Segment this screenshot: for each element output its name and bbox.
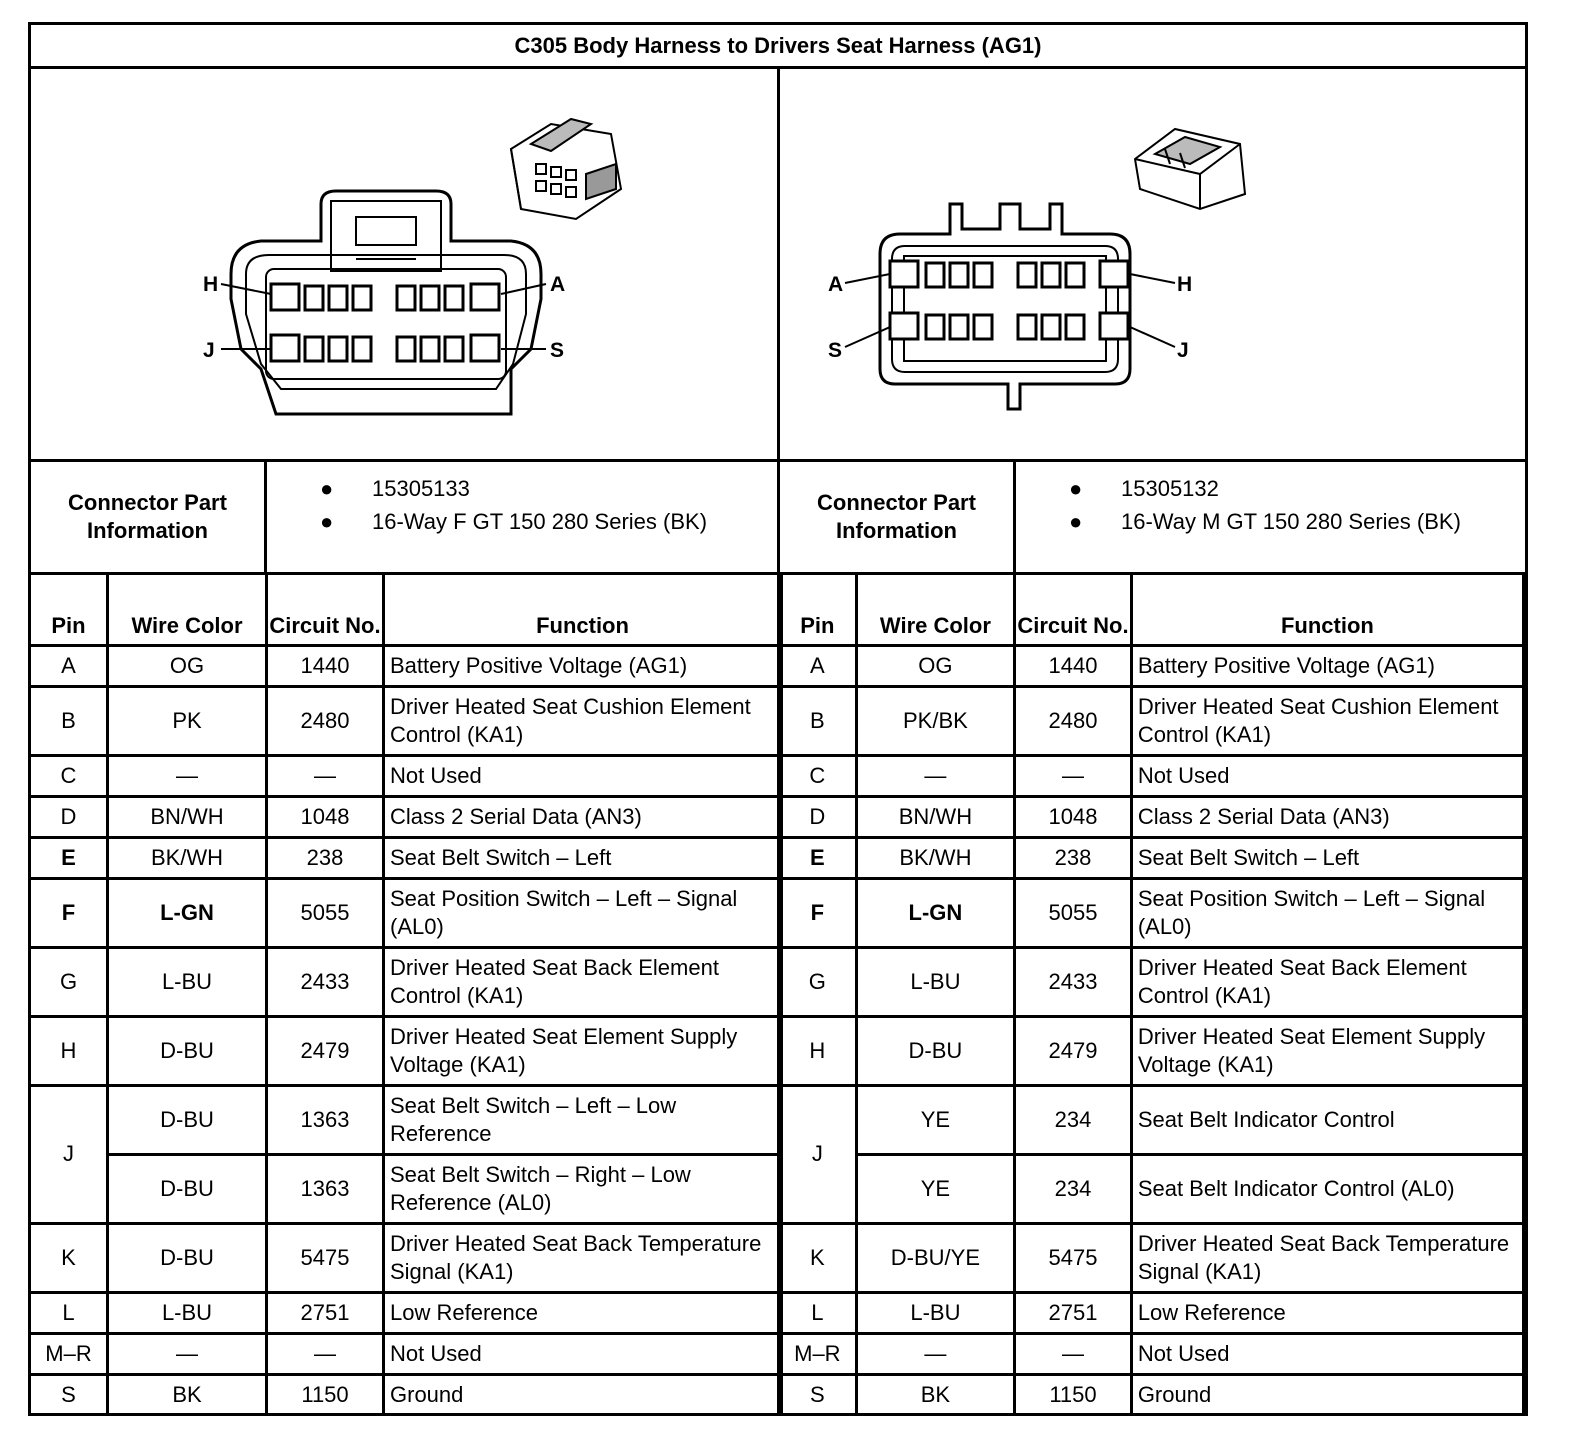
page-title: C305 Body Harness to Drivers Seat Harness (AG1)	[31, 25, 1525, 69]
circuit-cell: 1363	[267, 1154, 384, 1223]
pin-cell: E	[30, 837, 108, 878]
wire-color-cell: BK/WH	[856, 837, 1014, 878]
right-connector-info-label: Connector Part Information	[780, 462, 1016, 572]
col-header-function: Function	[1131, 575, 1523, 645]
function-cell: Seat Belt Indicator Control (AL0)	[1131, 1154, 1523, 1223]
table-row	[30, 1292, 782, 1333]
function-cell: Seat Belt Switch – Left	[384, 837, 782, 878]
function-cell: Seat Position Switch – Left – Signal (AL0)	[384, 878, 782, 947]
pin-cell: G	[30, 947, 108, 1016]
wire-color-cell: D-BU	[856, 1016, 1014, 1085]
male-pin-cavities	[890, 261, 1128, 339]
function-cell: Driver Heated Seat Back Element Control (KA1)	[384, 947, 782, 1016]
circuit-cell: 5055	[267, 878, 384, 947]
function-cell: Battery Positive Voltage (AG1)	[384, 645, 782, 686]
male-connector-drawing	[780, 69, 1528, 459]
table-row	[779, 796, 1524, 837]
male-connector-thumbnail	[1135, 129, 1245, 209]
table-row	[30, 1374, 782, 1415]
pin-cell: L	[30, 1292, 108, 1333]
wire-color-cell: OG	[856, 645, 1014, 686]
function-cell: Seat Belt Switch – Left	[1131, 837, 1523, 878]
function-cell: Ground	[384, 1374, 782, 1415]
wire-color-cell: D-BU	[108, 1085, 267, 1154]
circuit-cell: 1150	[1015, 1374, 1132, 1415]
table-row	[30, 947, 782, 1016]
wire-color-cell: D-BU	[108, 1016, 267, 1085]
circuit-cell: 5055	[1015, 878, 1132, 947]
wire-color-cell: —	[108, 755, 267, 796]
pin-cell: H	[30, 1016, 108, 1085]
table-row	[30, 1016, 782, 1085]
wire-color-cell: D-BU	[108, 1223, 267, 1292]
pin-cell: A	[779, 645, 857, 686]
function-cell: Seat Belt Switch – Right – Low Reference (AL0)	[384, 1154, 782, 1223]
function-cell: Class 2 Serial Data (AN3)	[1131, 796, 1523, 837]
circuit-cell: 234	[1015, 1154, 1132, 1223]
bullet-icon: ●	[1069, 509, 1083, 534]
circuit-cell: 1440	[267, 645, 384, 686]
left-pinout-table	[28, 575, 783, 1415]
pin-cell: M–R	[30, 1333, 108, 1374]
circuit-cell: 2480	[1015, 686, 1132, 755]
pin-cell: K	[779, 1223, 857, 1292]
pin-cell: M–R	[779, 1333, 857, 1374]
wire-color-cell: L-BU	[108, 947, 267, 1016]
left-part-info	[267, 462, 780, 572]
function-cell: Low Reference	[1131, 1292, 1523, 1333]
wire-color-cell: —	[856, 755, 1014, 796]
table-row	[779, 1223, 1524, 1292]
female-pin-cavities	[271, 284, 499, 361]
connector-part-info-row	[31, 459, 1525, 575]
wire-color-cell: OG	[108, 645, 267, 686]
table-row	[779, 1016, 1524, 1085]
function-cell: Driver Heated Seat Element Supply Voltage (KA1)	[1131, 1016, 1523, 1085]
left-label-bottom-left: J	[203, 339, 215, 362]
table-row	[779, 837, 1524, 878]
function-cell: Not Used	[1131, 1333, 1523, 1374]
pin-cell: D	[779, 796, 857, 837]
function-cell: Driver Heated Seat Cushion Element Control (KA1)	[1131, 686, 1523, 755]
wire-color-cell: BN/WH	[108, 796, 267, 837]
left-connector-diagram	[31, 69, 780, 459]
function-cell: Not Used	[384, 1333, 782, 1374]
connector-sheet	[28, 22, 1528, 1416]
circuit-cell: —	[1015, 1333, 1132, 1374]
right-part-info	[1016, 462, 1525, 572]
function-cell: Driver Heated Seat Element Supply Voltage (KA1)	[384, 1016, 782, 1085]
circuit-cell: 2479	[267, 1016, 384, 1085]
pin-cell: C	[779, 755, 857, 796]
table-row	[779, 755, 1524, 796]
wire-color-cell: D-BU	[108, 1154, 267, 1223]
circuit-cell: 1048	[1015, 796, 1132, 837]
circuit-cell: —	[267, 755, 384, 796]
circuit-cell: 5475	[267, 1223, 384, 1292]
table-row	[30, 1223, 782, 1292]
table-row	[779, 686, 1524, 755]
pin-cell: C	[30, 755, 108, 796]
pin-cell: B	[779, 686, 857, 755]
pin-cell: L	[779, 1292, 857, 1333]
pin-cell: S	[779, 1374, 857, 1415]
table-row	[779, 645, 1524, 686]
wire-color-cell: —	[108, 1333, 267, 1374]
pin-cell: F	[30, 878, 108, 947]
pin-cell: D	[30, 796, 108, 837]
pin-cell: E	[779, 837, 857, 878]
function-cell: Seat Position Switch – Left – Signal (AL0)	[1131, 878, 1523, 947]
table-row	[779, 947, 1524, 1016]
left-label-bottom-right: S	[550, 339, 565, 362]
wire-color-cell: L-GN	[108, 878, 267, 947]
table-row	[30, 878, 782, 947]
right-part-number: ● 15305132	[1016, 472, 1461, 505]
wire-color-cell: BK	[856, 1374, 1014, 1415]
circuit-cell: 238	[267, 837, 384, 878]
function-cell: Driver Heated Seat Cushion Element Control (KA1)	[384, 686, 782, 755]
table-row	[30, 755, 782, 796]
wire-color-cell: YE	[856, 1154, 1014, 1223]
wire-color-cell: D-BU/YE	[856, 1223, 1014, 1292]
function-cell: Not Used	[1131, 755, 1523, 796]
wire-color-cell: PK/BK	[856, 686, 1014, 755]
table-row	[779, 1333, 1524, 1374]
circuit-cell: 1440	[1015, 645, 1132, 686]
circuit-cell: 238	[1015, 837, 1132, 878]
circuit-cell: 2751	[267, 1292, 384, 1333]
function-cell: Driver Heated Seat Back Element Control (KA1)	[1131, 947, 1523, 1016]
table-row	[779, 878, 1524, 947]
circuit-cell: 1048	[267, 796, 384, 837]
left-part-series: ● 16-Way F GT 150 280 Series (BK)	[267, 505, 707, 538]
table-row	[30, 796, 782, 837]
circuit-cell: 2433	[1015, 947, 1132, 1016]
pin-cell: S	[30, 1374, 108, 1415]
function-cell: Not Used	[384, 755, 782, 796]
circuit-cell: 5475	[1015, 1223, 1132, 1292]
col-header-pin: Pin	[779, 575, 857, 645]
circuit-cell: 1150	[267, 1374, 384, 1415]
right-pinout-table	[777, 575, 1525, 1415]
pin-cell: J	[779, 1085, 857, 1223]
function-cell: Seat Belt Indicator Control	[1131, 1085, 1523, 1154]
pin-cell: H	[779, 1016, 857, 1085]
female-connector-thumbnail	[511, 119, 621, 219]
wire-color-cell: L-BU	[108, 1292, 267, 1333]
function-cell: Driver Heated Seat Back Temperature Signal (KA1)	[1131, 1223, 1523, 1292]
wire-color-cell: BK	[108, 1374, 267, 1415]
function-cell: Seat Belt Switch – Left – Low Reference	[384, 1085, 782, 1154]
function-cell: Ground	[1131, 1374, 1523, 1415]
table-row	[779, 1154, 1524, 1223]
col-header-pin: Pin	[30, 575, 108, 645]
pin-cell: F	[779, 878, 857, 947]
wire-color-cell: L-BU	[856, 947, 1014, 1016]
left-part-number: ● 15305133	[267, 472, 707, 505]
table-row	[30, 1154, 782, 1223]
table-row	[30, 686, 782, 755]
circuit-cell: 1363	[267, 1085, 384, 1154]
function-cell: Driver Heated Seat Back Temperature Signal (KA1)	[384, 1223, 782, 1292]
wire-color-cell: PK	[108, 686, 267, 755]
right-label-top-left: A	[828, 273, 844, 296]
circuit-cell: 2751	[1015, 1292, 1132, 1333]
function-cell: Battery Positive Voltage (AG1)	[1131, 645, 1523, 686]
circuit-cell: —	[1015, 755, 1132, 796]
table-row	[779, 1085, 1524, 1154]
table-row	[30, 1085, 782, 1154]
right-label-bottom-right: J	[1177, 339, 1189, 362]
table-row	[779, 1374, 1524, 1415]
right-part-series: ● 16-Way M GT 150 280 Series (BK)	[1016, 505, 1461, 538]
pin-cell: A	[30, 645, 108, 686]
female-connector-drawing	[31, 69, 780, 459]
wire-color-cell: BN/WH	[856, 796, 1014, 837]
pin-cell: K	[30, 1223, 108, 1292]
left-label-top-left: H	[203, 273, 219, 296]
wire-color-cell: L-GN	[856, 878, 1014, 947]
function-cell: Low Reference	[384, 1292, 782, 1333]
left-connector-info-label: Connector Part Information	[31, 462, 267, 572]
pin-cell: B	[30, 686, 108, 755]
table-row	[30, 837, 782, 878]
bullet-icon: ●	[1069, 476, 1083, 501]
col-header-wire-color: Wire Color	[856, 575, 1014, 645]
wire-color-cell: YE	[856, 1085, 1014, 1154]
circuit-cell: 2433	[267, 947, 384, 1016]
table-row	[30, 645, 782, 686]
pin-cell: G	[779, 947, 857, 1016]
left-label-top-right: A	[550, 273, 566, 296]
table-row	[779, 1292, 1524, 1333]
wire-color-cell: BK/WH	[108, 837, 267, 878]
right-label-bottom-left: S	[828, 339, 843, 362]
bullet-icon: ●	[320, 476, 334, 501]
circuit-cell: —	[267, 1333, 384, 1374]
bullet-icon: ●	[320, 509, 334, 534]
right-connector-diagram	[780, 69, 1528, 459]
wire-color-cell: —	[856, 1333, 1014, 1374]
wire-color-cell: L-BU	[856, 1292, 1014, 1333]
col-header-wire-color: Wire Color	[108, 575, 267, 645]
circuit-cell: 2479	[1015, 1016, 1132, 1085]
circuit-cell: 234	[1015, 1085, 1132, 1154]
table-row	[30, 1333, 782, 1374]
function-cell: Class 2 Serial Data (AN3)	[384, 796, 782, 837]
right-label-top-right: H	[1177, 273, 1193, 296]
col-header-circuit: Circuit No.	[1015, 575, 1132, 645]
circuit-cell: 2480	[267, 686, 384, 755]
col-header-function: Function	[384, 575, 782, 645]
pin-cell: J	[30, 1085, 108, 1223]
col-header-circuit: Circuit No.	[267, 575, 384, 645]
